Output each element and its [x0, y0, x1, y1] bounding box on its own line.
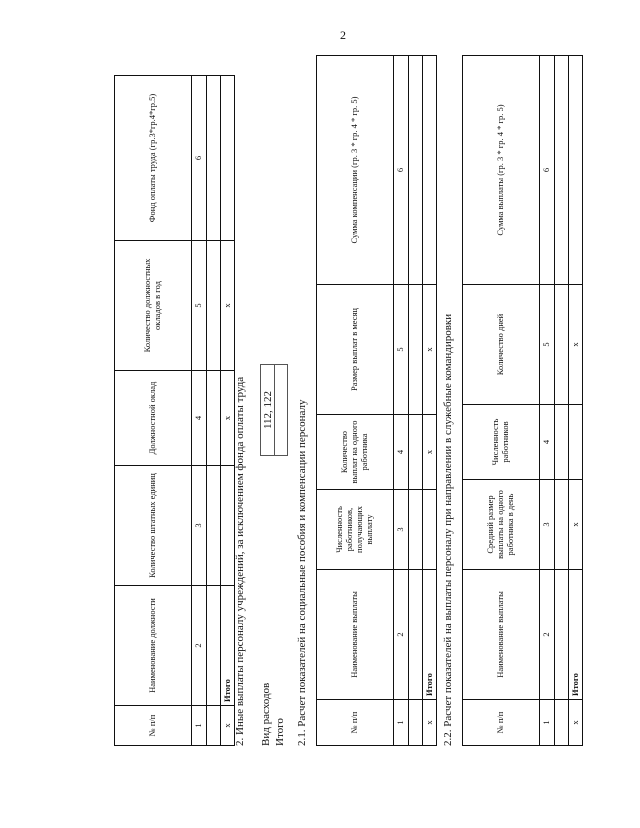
empty-cell — [409, 490, 423, 570]
header-cell: № п/п — [115, 706, 192, 746]
total-row — [423, 56, 437, 746]
empty-row — [409, 56, 423, 746]
header-cell: Количество штатных единиц — [115, 466, 192, 586]
page-number: 2 — [340, 28, 346, 42]
empty-cell — [555, 570, 569, 700]
empty-cell — [409, 700, 423, 746]
column-number: 3 — [394, 490, 409, 570]
total-cell: х — [221, 241, 235, 371]
total-label: Итого — [569, 570, 583, 700]
column-number: 2 — [540, 570, 555, 700]
empty-cell — [555, 56, 569, 285]
header-cell: Количество выплат на одного работника — [317, 415, 394, 490]
column-number-row — [394, 56, 409, 746]
header-cell: Наименование должности — [115, 586, 192, 706]
column-number: 5 — [192, 241, 207, 371]
column-number: 2 — [394, 570, 409, 700]
column-number: 6 — [192, 76, 207, 241]
header-row — [317, 56, 394, 746]
empty-cell — [207, 706, 221, 746]
empty-row — [555, 56, 569, 746]
empty-cell — [409, 56, 423, 285]
total-cell: х — [423, 285, 437, 415]
total-row — [569, 56, 583, 746]
expense-type-label: Вид расходов — [260, 682, 272, 746]
header-cell: Размер выплат в месяц — [317, 285, 394, 415]
empty-cell — [207, 466, 221, 586]
column-number: 2 — [192, 586, 207, 706]
header-cell: Численность работников, получающих выплату — [317, 490, 394, 570]
empty-cell — [207, 76, 221, 241]
section-2-2-heading: 2.2. Расчет показателей на выплаты персоналу при направлении в служебные командировки — [442, 313, 454, 746]
expense-type-block — [260, 46, 290, 746]
total-cell: х — [221, 706, 235, 746]
empty-cell — [207, 241, 221, 371]
expense-type-code: 112, 122 — [260, 364, 275, 456]
header-cell: Численность работников — [463, 405, 540, 480]
header-cell: Количество дней — [463, 285, 540, 405]
empty-cell — [555, 405, 569, 480]
column-number: 5 — [394, 285, 409, 415]
header-cell: Наименование выплаты — [463, 570, 540, 700]
rotated-section-2-2 — [440, 46, 580, 746]
header-cell: Средний размер выплаты на одного работника в день — [463, 480, 540, 570]
empty-cell — [555, 285, 569, 405]
social-benefits-table — [316, 55, 437, 746]
column-number: 3 — [192, 466, 207, 586]
total-cell — [221, 466, 235, 586]
total-cell — [423, 56, 437, 285]
column-number: 1 — [394, 700, 409, 746]
empty-cell — [409, 415, 423, 490]
column-number-row — [540, 56, 555, 746]
total-label: Итого — [423, 570, 437, 700]
header-cell: № п/п — [317, 700, 394, 746]
empty-cell — [555, 700, 569, 746]
header-cell: Должностной оклад — [115, 371, 192, 466]
total-cell — [569, 405, 583, 480]
expense-total-box — [274, 364, 288, 456]
empty-cell — [207, 586, 221, 706]
column-number: 6 — [540, 56, 555, 285]
empty-cell — [555, 480, 569, 570]
header-cell: Фонд оплаты труда (гр.3*гр.4*гр.5) — [115, 76, 192, 241]
total-cell: х — [423, 415, 437, 490]
total-cell — [221, 76, 235, 241]
payroll-fund-table — [114, 75, 235, 746]
column-number: 4 — [540, 405, 555, 480]
column-number: 4 — [394, 415, 409, 490]
column-number: 1 — [540, 700, 555, 746]
header-row — [115, 76, 192, 746]
total-cell — [423, 490, 437, 570]
total-row — [221, 76, 235, 746]
column-number: 3 — [540, 480, 555, 570]
header-cell: № п/п — [463, 700, 540, 746]
column-number: 5 — [540, 285, 555, 405]
total-cell: х — [569, 285, 583, 405]
section-2-heading: 2. Иные выплаты персоналу учреждений, за исключением фонда оплаты труда — [234, 376, 246, 746]
total-cell: х — [423, 700, 437, 746]
header-cell: Наименование выплаты — [317, 570, 394, 700]
rotated-page-content — [110, 46, 440, 746]
column-number-row — [192, 76, 207, 746]
header-cell: Сумма выплаты (гр. 3 * гр. 4 * гр. 5) — [463, 56, 540, 285]
column-number: 4 — [192, 371, 207, 466]
section-2-1-heading: 2.1. Расчет показателей на социальные пособия и компенсации персоналу — [296, 399, 308, 746]
total-cell: х — [569, 700, 583, 746]
column-number: 1 — [192, 706, 207, 746]
total-label: Итого — [274, 718, 286, 746]
header-cell: Сумма компенсации (гр. 3 * гр. 4 * гр. 5) — [317, 56, 394, 285]
header-cell: Количество должностных окладов в год — [115, 241, 192, 371]
total-label: Итого — [221, 586, 235, 706]
business-trip-table — [462, 55, 583, 746]
empty-cell — [409, 570, 423, 700]
empty-cell — [409, 285, 423, 415]
empty-cell — [207, 371, 221, 466]
column-number: 6 — [394, 56, 409, 285]
empty-row — [207, 76, 221, 746]
header-row — [463, 56, 540, 746]
total-cell — [569, 56, 583, 285]
total-cell: х — [221, 371, 235, 466]
total-cell: х — [569, 480, 583, 570]
